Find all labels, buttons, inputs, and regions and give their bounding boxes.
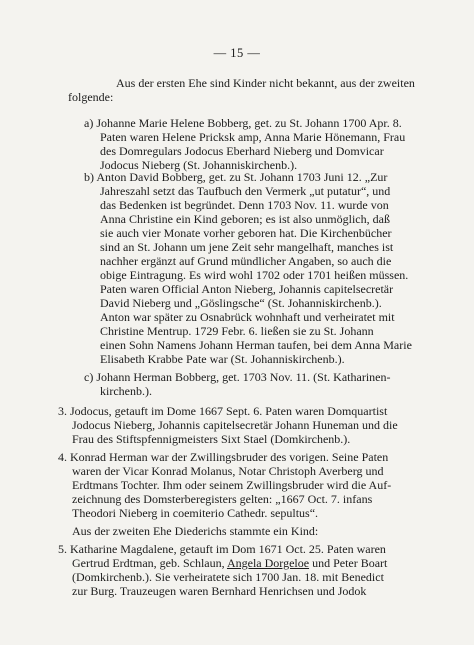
text-line: Jodocus Nieberg, Johannis capitelsecretär Johann Huneman und die bbox=[72, 418, 398, 432]
text-line bbox=[72, 556, 387, 570]
text-line: Elisabeth Krabbe Pate war (St. Johanniskirchenb.). bbox=[100, 352, 345, 366]
text-line: das Bedenken ist begründet. Denn 1703 Nov. 11. wurde von bbox=[100, 198, 389, 212]
text-line: zeichnung des Domsterberegisters gelten: „1667 Oct. 7. infans bbox=[72, 492, 373, 506]
text-line: zur Burg. Trauzeugen waren Bernhard Henrichsen und Jodok bbox=[72, 584, 367, 598]
text-line: Anna Christine ein Kind geboren; es ist also unmöglich, daß bbox=[100, 212, 390, 226]
underlined-name: Angela Dorgeloe bbox=[226, 556, 310, 570]
text-line: sind an St. Johann um jene Zeit sehr mangelhaft, manches ist bbox=[100, 240, 394, 254]
text-line: Paten waren Helene Pricksk amp, Anna Marie Hönemann, Frau bbox=[100, 130, 406, 144]
text-line: 5. Katharine Magdalene, getauft im Dom 1671 Oct. 25. Paten waren bbox=[58, 542, 386, 556]
text-line: b) Anton David Bobberg, get. zu St. Johann 1703 Juni 12. „Zur bbox=[84, 170, 388, 184]
text-segment: Gertrud Erdtman, geb. Schlaun, bbox=[72, 556, 227, 570]
text-line: Paten waren Official Anton Nieberg, Johannis capitelsecretär bbox=[100, 282, 394, 296]
text-line: folgende: bbox=[68, 90, 114, 104]
page-number: — 15 — bbox=[213, 46, 261, 60]
text-line: obige Eintragung. Es wird wohl 1702 oder 1701 heißen müssen. bbox=[100, 268, 409, 282]
text-line: Christine Mentrup. 1729 Febr. 6. ließen sie zu St. Johann bbox=[100, 324, 374, 338]
text-line: Theodori Nieberg in coemiterio Cathedr. sepultus“. bbox=[72, 506, 319, 520]
text-line: (Domkirchenb.). Sie verheiratete sich 1700 Jan. 18. mit Benedict bbox=[72, 570, 384, 584]
text-line: einen Sohn Namens Johann Herman taufen, bei dem Anna Marie bbox=[100, 338, 412, 352]
text-line: Aus der ersten Ehe sind Kinder nicht bekannt, aus der zweiten bbox=[116, 76, 415, 90]
text-line: Anton war später zu Osnabrück wohnhaft und verheiratet mit bbox=[100, 310, 395, 324]
text-line: c) Johann Herman Bobberg, get. 1703 Nov. 11. (St. Katharinen- bbox=[84, 370, 391, 384]
text-line: sie auch vier Monate vorher geboren hat. Die Kirchenbücher bbox=[100, 226, 392, 240]
text-line: 3. Jodocus, getauft im Dome 1667 Sept. 6. Paten waren Domquartist bbox=[58, 404, 388, 418]
text-line: kirchenb.). bbox=[100, 384, 152, 398]
text-line: David Nieberg und „Göslingsche“ (St. Johanniskirchenb.). bbox=[100, 296, 382, 310]
text-line: Jahreszahl setzt das Taufbuch den Vermerk „ut putatur“, und bbox=[100, 184, 391, 198]
text-line: 4. Konrad Herman war der Zwillingsbruder des vorigen. Seine Paten bbox=[58, 450, 389, 464]
text-segment: und Peter Boart bbox=[309, 556, 388, 570]
text-line: Frau des Stiftspfennigmeisters Sixt Stael (Domkirchenb.). bbox=[72, 432, 351, 446]
text-line: Jodocus Nieberg (St. Johanniskirchenb.). bbox=[100, 158, 298, 172]
text-line: Erdtmans Tochter. Ihm oder seinem Zwillingsbruder wird die Auf- bbox=[72, 478, 392, 492]
text-line: waren der Vicar Konrad Molanus, Notar Christoph Averberg und bbox=[72, 464, 384, 478]
text-line: Aus der zweiten Ehe Diederichs stammte ein Kind: bbox=[72, 524, 319, 538]
text-line: a) Johanne Marie Helene Bobberg, get. zu St. Johann 1700 Apr. 8. bbox=[84, 116, 402, 130]
text-line: des Domregulars Jodocus Eberhard Nieberg und Domvicar bbox=[100, 144, 384, 158]
text-line: nachher ergänzt auf Grund mündlicher Angaben, so auch die bbox=[100, 254, 392, 268]
